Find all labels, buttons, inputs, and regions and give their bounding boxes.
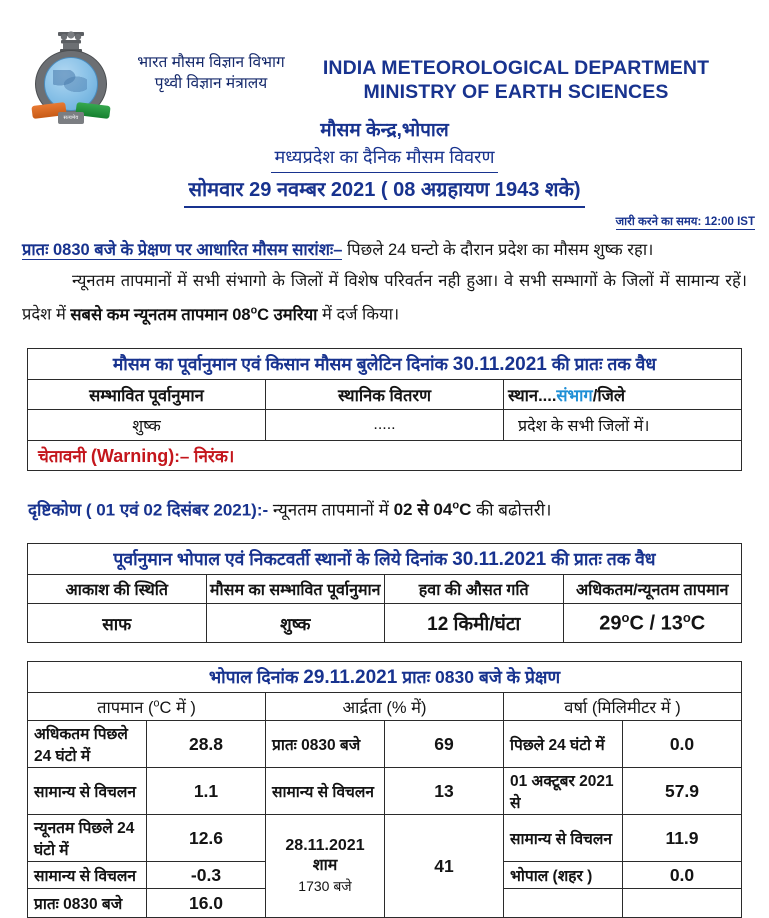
page-title: मध्यप्रदेश का दैनिक मौसम विवरण — [271, 144, 499, 173]
warning-value: :– निरंक। — [174, 446, 235, 466]
observations-title: भोपाल दिनांक 29.11.2021 प्रातः 0830 बजे के प्रेक्षण — [28, 662, 742, 693]
degree-symbol: o — [153, 697, 160, 710]
org-name-english-line2: MINISTRY OF EARTH SCIENCES — [363, 81, 669, 103]
emblem-motto: सत्यमेव जयते — [58, 112, 84, 124]
rain-value-since-oct: 57.9 — [623, 768, 742, 815]
summary-paragraph-1 — [22, 236, 747, 265]
temp-value-0830: 16.0 — [147, 889, 266, 918]
humidity-label-evening — [266, 815, 385, 918]
observations-table — [27, 661, 742, 918]
weather-summary — [22, 236, 747, 330]
cell-location: प्रदेश के सभी जिलों में। — [504, 409, 742, 440]
org-name-hindi-line2: पृथ्वी विज्ञान मंत्रालय — [154, 75, 268, 92]
degree-symbol: o — [452, 499, 460, 512]
rain-label-empty — [504, 889, 623, 918]
forecast-table — [27, 348, 742, 471]
forecast-table-title-row — [28, 348, 742, 379]
rain-value-last-24h: 0.0 — [623, 721, 742, 768]
rain-label-departure: सामान्य से विचलन — [504, 815, 623, 862]
temp-label-min-24h: न्यूनतम पिछले 24 घंटो में — [28, 815, 147, 862]
org-name-english-line1: INDIA METEOROLOGICAL DEPARTMENT — [322, 57, 710, 79]
table-row — [28, 815, 742, 862]
cell-sky-condition: साफ — [28, 604, 207, 643]
cell-wind-speed: 12 किमी/घंटा — [385, 604, 564, 643]
humidity-label-departure: सामान्य से विचलन — [266, 768, 385, 815]
table-row — [28, 768, 742, 815]
warning-cell — [28, 440, 742, 470]
cell-weather-forecast: शुष्क — [206, 604, 385, 643]
observation-date: 29.11.2021 — [303, 667, 398, 689]
temp-label-max-departure: सामान्य से विचलन — [28, 768, 147, 815]
humidity-label-evening-line2: 1730 बजे — [298, 878, 352, 895]
org-name-english — [316, 56, 716, 104]
table-row — [28, 721, 742, 768]
col-header-wind-speed: हवा की औसत गति — [385, 575, 564, 604]
bhopal-forecast-row — [28, 604, 742, 643]
col-header-sky-condition: आकाश की स्थिति — [28, 575, 207, 604]
bhopal-forecast-title-row — [28, 544, 742, 575]
forecast-valid-date: 30.11.2021 — [452, 353, 547, 375]
rain-label-last-24h: पिछले 24 घंटो में — [504, 721, 623, 768]
observations-group-header-row — [28, 693, 742, 721]
humidity-value-departure: 13 — [385, 768, 504, 815]
col-header-spatial-distribution: स्थानिक वितरण — [266, 379, 504, 409]
humidity-label-0830: प्रातः 0830 बजे — [266, 721, 385, 768]
cell-probable-forecast: शुष्क — [28, 409, 266, 440]
outlook-text-b: की बढोत्तरी। — [471, 500, 552, 520]
warning-label: चेतावनी — [38, 446, 91, 466]
org-name-hindi-line1: भारत मौसम विज्ञान विभाग — [137, 54, 285, 71]
temp-label-0830: प्रातः 0830 बजे — [28, 889, 147, 918]
issue-time-row — [0, 212, 769, 230]
group-header-rainfall: वर्षा (मिलिमीटर में ) — [504, 693, 742, 721]
temp-label-min-departure: सामान्य से विचलन — [28, 862, 147, 889]
outlook-line — [28, 493, 741, 524]
col-header-probable-forecast: सम्भावित पूर्वानुमान — [28, 379, 266, 409]
imd-emblem-icon — [28, 30, 114, 132]
summary-paragraph-2-text-a: न्यूनतम तापमानों में सभी संभागो के जिलों में विशेष परिवर्तन नही हुआ। वे सभी सम्भागों के जिलों में सामान्य रहें। प्रदेश में — [22, 272, 747, 324]
forecast-table-row — [28, 409, 742, 440]
col-header-location-highlight: संभाग — [556, 386, 593, 405]
summary-lead-label: प्रातः 0830 बजे के प्रेक्षण पर आधारित मौसम सारांशः– — [22, 241, 343, 259]
warning-label-english: (Warning) — [90, 445, 175, 466]
bhopal-valid-date: 30.11.2021 — [452, 549, 547, 571]
temp-label-max-24h: अधिकतम पिछले 24 घंटो में — [28, 721, 147, 768]
group-header-humidity: आर्द्रता (% में) — [266, 693, 504, 721]
org-name-hindi — [116, 52, 306, 94]
rain-value-departure: 11.9 — [623, 815, 742, 862]
weather-centre-title: मौसम केन्द्र,भोपाल — [320, 120, 449, 141]
degree-symbol: o — [621, 610, 630, 626]
humidity-value-0830: 69 — [385, 721, 504, 768]
summary-lowest-temp: सबसे कम न्यूनतम तापमान 08$^o$C उमरिया — [70, 304, 318, 324]
bhopal-forecast-title: पूर्वानुमान भोपाल एवं निकटवर्ती स्थानों के लिये दिनांक 30.11.2021 की प्रातः तक वैध — [28, 544, 742, 575]
rain-label-since-oct: 01 अक्टूबर 2021 से — [504, 768, 623, 815]
summary-paragraph-2 — [22, 267, 747, 330]
temp-value-max-departure: 1.1 — [147, 768, 266, 815]
observations-title-row — [28, 662, 742, 693]
degree-symbol: o — [682, 610, 691, 626]
col-header-weather-forecast: मौसम का सम्भावित पूर्वानुमान — [206, 575, 385, 604]
summary-paragraph-2-text-b: में दर्ज किया। — [317, 305, 400, 324]
rain-value-bhopal-city: 0.0 — [623, 862, 742, 889]
rain-label-bhopal-city: भोपाल (शहर ) — [504, 862, 623, 889]
group-header-temperature: तापमान ($^o$C में ) — [28, 693, 266, 721]
warning-row — [28, 440, 742, 470]
humidity-label-evening-line1: 28.11.2021 शाम — [285, 837, 365, 875]
bhopal-forecast-header-row — [28, 575, 742, 604]
issue-time-text: जारी करने का समय: 12:00 IST — [615, 216, 755, 228]
outlook-label: दृष्टिकोण ( 01 एवं 02 दिसंबर 2021):- — [28, 500, 269, 520]
summary-paragraph-1-text: पिछले 24 घन्टो के दौरान प्रदेश का मौसम शुष्क रहा। — [342, 241, 654, 259]
outlook-temp-rise: 02 से 04$^o$C — [393, 499, 472, 520]
forecast-table-header-row — [28, 379, 742, 409]
cell-spatial-distribution: ..... — [266, 409, 504, 440]
forecast-table-title: मौसम का पूर्वानुमान एवं किसान मौसम बुलेटिन दिनांक 30.11.2021 की प्रातः तक वैध — [28, 348, 742, 379]
degree-symbol: o — [250, 304, 258, 316]
outlook-text-a: न्यूनतम तापमानों में — [268, 500, 394, 520]
col-header-location: स्थान....संभाग/जिले — [504, 379, 742, 409]
cell-max-min-temp: 29$^o$C / 13$^o$C — [563, 604, 742, 643]
bulletin-date: सोमवार 29 नवम्बर 2021 ( 08 अग्रहायण 1943 शके) — [184, 175, 584, 208]
col-header-max-min-temp: अधिकतम/न्यूनतम तापमान — [563, 575, 742, 604]
temp-value-max-24h: 28.8 — [147, 721, 266, 768]
bulletin-titles — [0, 118, 769, 208]
humidity-value-evening: 41 — [385, 815, 504, 918]
rain-value-empty — [623, 889, 742, 918]
temp-value-min-24h: 12.6 — [147, 815, 266, 862]
bhopal-forecast-table — [27, 543, 742, 643]
temp-value-min-departure: -0.3 — [147, 862, 266, 889]
